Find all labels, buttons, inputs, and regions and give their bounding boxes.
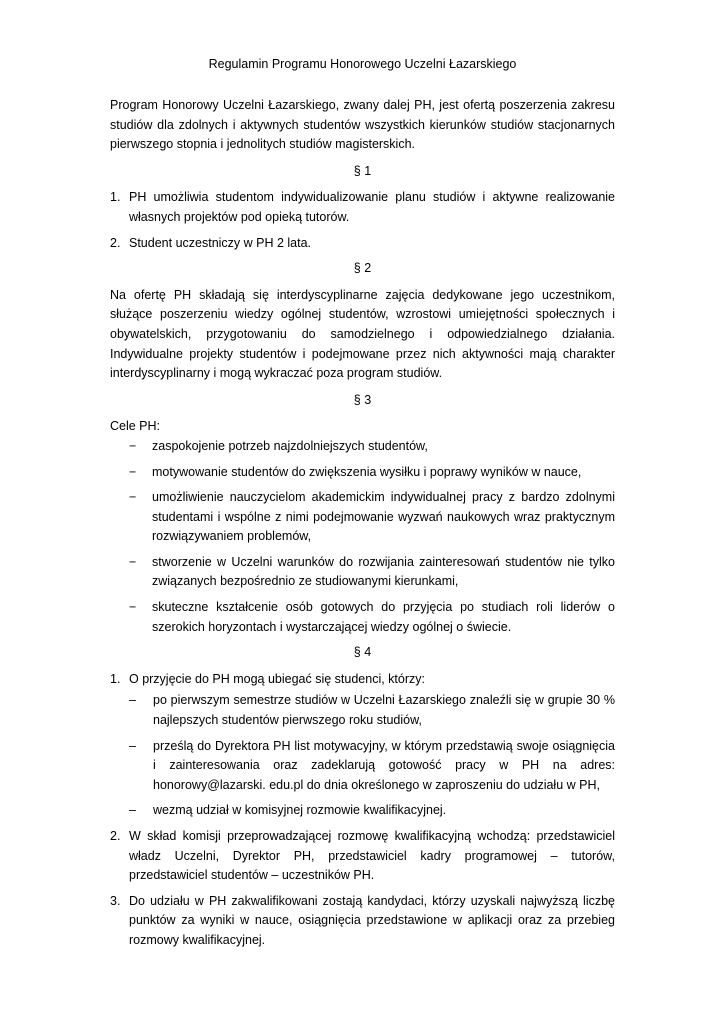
list-number: 2. bbox=[110, 235, 121, 250]
list-item bbox=[110, 892, 615, 951]
section-4-list bbox=[110, 670, 615, 951]
list-number: 2. bbox=[110, 829, 121, 843]
document-title: Regulamin Programu Honorowego Uczelni Łazarskiego bbox=[208, 57, 517, 71]
list-item: − umożliwienie nauczycielom akademickim indywidualnej pracy z bardzo zdolnymi studentami i wspólne z nimi podejmowanie wyzwań naukowych wraz praktycznym rozwiązywaniem problemów, bbox=[110, 488, 615, 547]
list-item bbox=[110, 827, 615, 886]
section-3-lead: Cele PH: bbox=[110, 419, 161, 434]
intro-paragraph: Program Honorowy Uczelni Łazarskiego, zwany dalej PH, jest ofertą poszerzenia zakresu studiów dla zdolnych i aktywnych studentów wszystkich kierunków studiów stacjonarnych pierwszego stopnia i jednolitych studiów magisterskich. bbox=[110, 98, 615, 152]
section-1-list bbox=[110, 188, 615, 253]
goals-list bbox=[110, 437, 615, 637]
section-1-heading: § 1 bbox=[353, 163, 372, 178]
section-3-heading: § 3 bbox=[353, 392, 372, 407]
list-item: − skuteczne kształcenie osób gotowych do przyjęcia po studiach roli liderów o szerokich horyzontach i wystarczającej wiedzy ogólnej o świecie. bbox=[110, 598, 615, 637]
list-item bbox=[110, 670, 615, 821]
list-item: – po pierwszym semestrze studiów w Uczelni Łazarskiego znaleźli się w grupie 30 % najlepszych studentów pierwszego roku studiów, bbox=[129, 691, 615, 730]
list-item-text: Do udziału w PH zakwalifikowani zostają kandydaci, którzy uzyskali najwyższą liczbę punktów za wyniki w nauce, osiągnięcia przedstawione w aplikacji oraz za przebieg rozmowy kwalifikacyjnej. bbox=[129, 893, 615, 947]
list-item-text: PH umożliwia studentom indywidualizowanie planu studiów i aktywne realizowanie własnych projektów pod opieką tutorów. bbox=[129, 190, 615, 224]
list-item bbox=[110, 234, 615, 254]
list-number: 3. bbox=[110, 893, 121, 908]
list-item bbox=[110, 188, 615, 227]
list-item: − zaspokojenie potrzeb najzdolniejszych studentów, bbox=[110, 437, 615, 457]
section-2-heading: § 2 bbox=[353, 261, 372, 276]
requirements-list bbox=[129, 691, 615, 821]
list-item-text: O przyjęcie do PH mogą ubiegać się studenci, którzy: bbox=[129, 671, 425, 686]
list-item: − motywowanie studentów do zwiększenia wysiłku i poprawy wyników w nauce, bbox=[110, 463, 615, 483]
section-4-heading: § 4 bbox=[353, 645, 372, 660]
list-item: – prześlą do Dyrektora PH list motywacyjny, w którym przedstawią swoje osiągnięcia i zainteresowania oraz zadeklarują gotowość pracy w PH na adres: honorowy@lazarski. edu.pl do dnia określonego w zaproszeniu do udziału w PH, bbox=[129, 737, 615, 796]
document-page bbox=[110, 55, 615, 957]
list-item: − stworzenie w Uczelni warunków do rozwijania zainteresowań studentów nie tylko związanych bezpośrednio ze studiowanymi kierunkami, bbox=[110, 553, 615, 592]
list-item-text: W skład komisji przeprowadzającej rozmowę kwalifikacyjną wchodzą: przedstawiciel władz Uczelni, Dyrektor PH, przedstawiciel kadry programowej – tutorów, przedstawiciel studentów – uczestników PH. bbox=[129, 829, 615, 883]
list-number: 1. bbox=[110, 190, 121, 205]
section-2-paragraph: Na ofertę PH składają się interdyscyplinarne zajęcia dedykowane jego uczestnikom, służące poszerzeniu wiedzy ogólnej studentów, wzrostowi umiejętności społecznych i obywatelskich, przygotowaniu do samodzielnego i odpowiedzialnego działania. Indywidualne projekty studentów i podejmowane przez nich aktywności mają charakter interdyscyplinarny i mogą wykraczać poza program studiów. bbox=[110, 287, 615, 381]
list-number: 1. bbox=[110, 671, 121, 686]
list-item-text: Student uczestniczy w PH 2 lata. bbox=[129, 235, 312, 250]
list-item: – wezmą udział w komisyjnej rozmowie kwalifikacyjnej. bbox=[129, 801, 615, 821]
